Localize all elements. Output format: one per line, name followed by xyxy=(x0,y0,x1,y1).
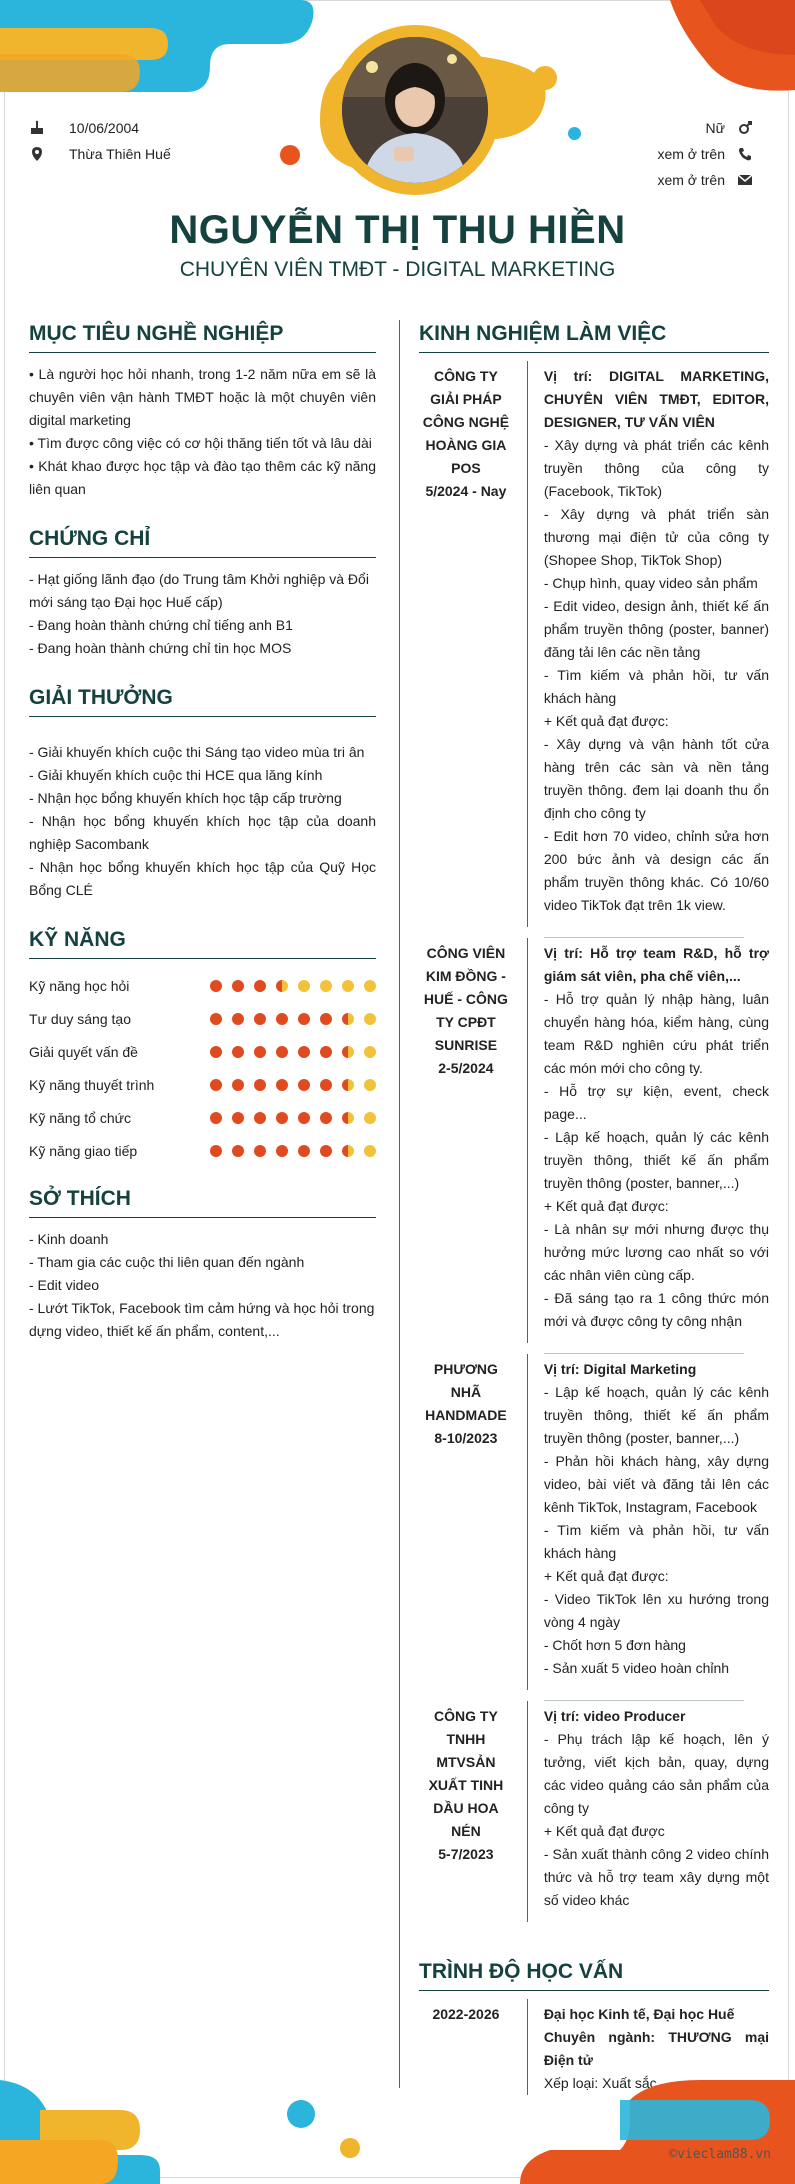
awards-list xyxy=(29,727,376,902)
job-company: CÔNG TY GIẢI PHÁP CÔNG NGHỆ HOÀNG GIA POS xyxy=(422,368,510,476)
skills-heading: KỸ NĂNG xyxy=(29,928,376,959)
rating-dot xyxy=(254,1013,266,1025)
rating-dot xyxy=(276,1112,288,1124)
hobbies-heading: SỞ THÍCH xyxy=(29,1187,376,1218)
job-period: 2-5/2024 xyxy=(438,1060,494,1076)
job-company-cell xyxy=(419,1354,513,1690)
job-duty: - Chốt hơn 5 đơn hàng xyxy=(543,1637,686,1653)
job-duty: - Lập kế hoạch, quản lý các kênh truyền thông, thiết kế ấn phẩm truyền thông (poster, banner,...) xyxy=(543,1384,769,1446)
skill-rating xyxy=(210,1112,376,1124)
rating-dot xyxy=(254,1112,266,1124)
job-duty: - Sản xuất 5 video hoàn chỉnh xyxy=(543,1660,730,1676)
skill-label: Kỹ năng giao tiếp xyxy=(29,1142,138,1159)
skill-rating xyxy=(210,1079,376,1091)
rating-dot xyxy=(210,1046,222,1058)
job-company-cell xyxy=(419,938,513,1343)
job-desc xyxy=(544,938,769,1343)
decor-dot-blue-bottom xyxy=(287,2100,315,2128)
skill-row xyxy=(29,1035,376,1068)
job-company: CÔNG VIÊN KIM ĐỒNG - HUẾ - CÔNG TY CPĐT SUNRISE xyxy=(423,945,508,1053)
job-gap xyxy=(419,1690,769,1700)
rating-dot xyxy=(276,1079,288,1091)
phone-icon xyxy=(737,146,753,162)
rating-dot xyxy=(232,1079,244,1091)
skill-label: Kỹ năng thuyết trình xyxy=(29,1076,155,1093)
rating-dot xyxy=(232,980,244,992)
rating-dot xyxy=(320,980,332,992)
job-entry xyxy=(419,361,769,927)
job-line xyxy=(527,361,528,927)
candidate-title: CHUYÊN VIÊN TMĐT - DIGITAL MARKETING xyxy=(179,258,616,281)
experience-list xyxy=(419,361,769,1932)
skill-row xyxy=(29,1101,376,1134)
skill-label: Giải quyết vấn đề xyxy=(29,1043,138,1060)
job-line xyxy=(527,938,528,1343)
rating-dot xyxy=(232,1112,244,1124)
phone-row xyxy=(657,146,753,162)
job-role: Vị trí: Digital Marketing xyxy=(543,1361,697,1377)
skill-rating xyxy=(210,1145,376,1157)
job-duty: - Lập kế hoạch, quản lý các kênh truyền thông, thiết kế ấn phẩm truyền thông (poster, banner,...) xyxy=(543,1129,769,1191)
skill-row xyxy=(29,1068,376,1101)
awards-line: - Nhận học bổng khuyến khích học tập cấp trường xyxy=(29,790,342,806)
education-period: 2022-2026 xyxy=(432,2006,500,2022)
rating-dot xyxy=(276,1046,288,1058)
job-duty: - Edit video, design ảnh, thiết kế ấn phẩm truyền thông (poster, banner) đăng tải lên các nền tảng xyxy=(543,598,769,660)
gender-text: Nữ xyxy=(705,120,725,136)
rating-dot xyxy=(210,1112,222,1124)
phone-text: xem ở trên xyxy=(657,146,725,162)
job-duty: - Phụ trách lập kế hoạch, lên ý tưởng, viết kịch bản, quay, dựng các video quảng cáo sản phẩm của công ty xyxy=(543,1731,769,1816)
job-duty: + Kết quả đạt được xyxy=(543,1823,665,1839)
job-duty: - Edit hơn 70 video, chỉnh sửa hơn 200 bức ảnh và design các ấn phẩm truyền thông khác. Có 10/60 video TikTok đạt trên 1k view. xyxy=(543,828,769,913)
avatar-portrait-icon xyxy=(342,37,488,183)
hobbies-line: - Tham gia các cuộc thi liên quan đến ngành xyxy=(29,1254,305,1270)
birthday-text: 10/06/2004 xyxy=(69,120,140,136)
awards-line: - Giải khuyến khích cuộc thi HCE qua lăng kính xyxy=(29,767,323,783)
job-gap xyxy=(419,1922,769,1932)
certificates-line: - Đang hoàn thành chứng chỉ tin học MOS xyxy=(29,640,292,656)
email-text: xem ở trên xyxy=(657,172,725,188)
skill-row xyxy=(29,1134,376,1167)
rating-dot xyxy=(364,1112,376,1124)
location-text: Thừa Thiên Huế xyxy=(69,146,171,162)
job-role: Vị trí: video Producer xyxy=(543,1708,686,1724)
job-gap xyxy=(419,1343,769,1353)
skill-rating xyxy=(210,980,376,992)
job-duty: - Chụp hình, quay video sản phẩm xyxy=(543,575,758,591)
rating-dot xyxy=(298,1079,310,1091)
job-company-cell xyxy=(419,1701,513,1922)
decor-top-left xyxy=(0,0,320,100)
rating-dot xyxy=(210,980,222,992)
rating-dot xyxy=(254,980,266,992)
education-grade: Xếp loại: Xuất sắc xyxy=(543,2075,657,2091)
objective-line: • Khát khao được học tập và đào tạo thêm các kỹ năng liên quan xyxy=(29,458,376,497)
job-duty: - Sản xuất thành công 2 video chính thức và hỗ trợ team xây dựng một số video khác xyxy=(543,1846,769,1908)
rating-dot xyxy=(342,1013,354,1025)
rating-dot xyxy=(342,980,354,992)
rating-dot xyxy=(298,1046,310,1058)
rating-dot xyxy=(232,1046,244,1058)
rating-dot xyxy=(276,1145,288,1157)
rating-dot xyxy=(320,1046,332,1058)
job-duty: + Kết quả đạt được: xyxy=(543,713,669,729)
job-company-cell xyxy=(419,361,513,927)
left-column xyxy=(29,322,376,1343)
job-gap xyxy=(419,927,769,937)
location-row xyxy=(29,146,171,162)
objective-line: • Tìm được công việc có cơ hội thăng tiến tốt và lâu dài xyxy=(29,435,372,451)
job-duty: - Là nhân sự mới nhưng được thụ hưởng mức lương cao nhất so với các nhân viên cùng cấp. xyxy=(543,1221,769,1283)
objective-list xyxy=(29,363,376,501)
rating-dot xyxy=(254,1145,266,1157)
rating-dot xyxy=(342,1046,354,1058)
job-duty: - Xây dựng và phát triển các kênh truyền thông của công ty (Facebook, TikTok) xyxy=(543,437,769,499)
job-company: CÔNG TY TNHH MTVSẢN XUẤT TINH DẦU HOA NÉN xyxy=(428,1708,504,1839)
rating-dot xyxy=(254,1079,266,1091)
cake-icon xyxy=(29,120,45,136)
decor-dot-blue xyxy=(568,127,581,140)
rating-dot xyxy=(364,1046,376,1058)
rating-dot xyxy=(254,1046,266,1058)
rating-dot xyxy=(298,1145,310,1157)
job-period: 5/2024 - Nay xyxy=(425,483,507,499)
experience-heading: KINH NGHIỆM LÀM VIỆC xyxy=(419,322,769,353)
rating-dot xyxy=(342,1079,354,1091)
awards-section xyxy=(29,686,376,902)
job-entry xyxy=(419,1354,769,1690)
job-duty: - Hỗ trợ sự kiện, event, check page... xyxy=(543,1083,769,1122)
decor-dot-red xyxy=(280,145,300,165)
job-period: 8-10/2023 xyxy=(434,1430,498,1446)
objective-line: • Là người học hỏi nhanh, trong 1-2 năm nữa em sẽ là chuyên viên vận hành TMĐT hoặc là một chuyên viên digital marketing xyxy=(29,366,376,428)
gender-icon xyxy=(737,120,753,136)
avatar-frame xyxy=(330,25,500,195)
job-duty: - Phản hồi khách hàng, xây dựng video, bài viết và đăng tải lên các kênh TikTok, Instagram, Facebook xyxy=(543,1453,769,1515)
skills-section xyxy=(29,928,376,1167)
job-duty: - Tìm kiếm và phản hồi, tư vấn khách hàng xyxy=(543,1522,769,1561)
skill-label: Kỹ năng học hỏi xyxy=(29,977,130,994)
rating-dot xyxy=(276,1013,288,1025)
rating-dot xyxy=(320,1112,332,1124)
rating-dot xyxy=(210,1145,222,1157)
job-desc xyxy=(544,1354,769,1690)
decor-bottom-right xyxy=(520,2080,795,2184)
decor-top-right xyxy=(670,0,795,95)
education-major: Chuyên ngành: THƯƠNG mại Điện tử xyxy=(543,2029,769,2068)
rating-dot xyxy=(364,1079,376,1091)
map-pin-icon xyxy=(29,146,45,162)
skill-rating xyxy=(210,1013,376,1025)
skill-row xyxy=(29,969,376,1002)
skills-list xyxy=(29,969,376,1167)
job-period: 5-7/2023 xyxy=(438,1846,494,1862)
rating-dot xyxy=(232,1145,244,1157)
rating-dot xyxy=(276,980,288,992)
skill-label: Kỹ năng tổ chức xyxy=(29,1109,131,1126)
job-role: Vị trí: DIGITAL MARKETING, CHUYÊN VIÊN TMĐT, EDITOR, DESIGNER, TƯ VẤN VIÊN xyxy=(543,368,769,430)
avatar xyxy=(342,37,488,183)
hobbies-section xyxy=(29,1187,376,1343)
rating-dot xyxy=(210,1079,222,1091)
awards-line: - Giải khuyến khích cuộc thi Sáng tạo video mùa tri ân xyxy=(29,744,365,760)
rating-dot xyxy=(320,1013,332,1025)
skill-row xyxy=(29,1002,376,1035)
job-duty: - Video TikTok lên xu hướng trong vòng 4 ngày xyxy=(543,1591,769,1630)
job-duty: + Kết quả đạt được: xyxy=(543,1568,669,1584)
mail-icon xyxy=(737,172,753,188)
job-desc xyxy=(544,361,769,927)
email-row xyxy=(657,172,753,188)
rating-dot xyxy=(342,1145,354,1157)
job-duty: - Xây dựng và vận hành tốt cửa hàng trên các sàn và nền tảng truyền thông. đem lại doanh thu ổn định cho công ty xyxy=(543,736,769,821)
job-duty: + Kết quả đạt được: xyxy=(543,1198,669,1214)
education-heading: TRÌNH ĐỘ HỌC VẤN xyxy=(419,1960,769,1991)
watermark: ©vieclam88.vn xyxy=(669,2147,771,2162)
rating-dot xyxy=(364,1145,376,1157)
objective-section xyxy=(29,322,376,501)
awards-line: - Nhận học bổng khuyến khích học tập của Quỹ Học Bổng CLÉ xyxy=(29,859,376,898)
decor-bottom-left xyxy=(0,2080,160,2184)
column-divider xyxy=(399,320,400,2088)
rating-dot xyxy=(298,980,310,992)
gender-row xyxy=(706,120,753,136)
job-duty: - Tìm kiếm và phản hồi, tư vấn khách hàng xyxy=(543,667,769,706)
certificates-line: - Hạt giống lãnh đạo (do Trung tâm Khởi nghiệp và Đổi mới sáng tạo Đại học Huế cấp) xyxy=(29,571,369,610)
awards-heading: GIẢI THƯỞNG xyxy=(29,686,376,717)
job-role: Vị trí: Hỗ trợ team R&D, hỗ trợ giám sát viên, pha chế viên,... xyxy=(543,945,769,984)
rating-dot xyxy=(320,1145,332,1157)
rating-dot xyxy=(210,1013,222,1025)
hobbies-line: - Lướt TikTok, Facebook tìm cảm hứng và học hỏi trong dựng video, thiết kế ấn phẩm, content,... xyxy=(29,1300,375,1339)
certificates-section xyxy=(29,527,376,660)
rating-dot xyxy=(364,980,376,992)
rating-dot xyxy=(364,1013,376,1025)
skill-rating xyxy=(210,1046,376,1058)
decor-dot-yellow-bottom xyxy=(340,2138,360,2158)
job-duty: - Xây dựng và phát triển sàn thương mại điện tử của công ty (Shopee Shop, TikTok Shop) xyxy=(543,506,769,568)
birthday-row xyxy=(29,120,139,136)
job-duty: - Hỗ trợ quản lý nhập hàng, luân chuyển hàng hóa, kiểm hàng, cùng team R&D nghiên cứu phát triển các món mới cho công ty. xyxy=(543,991,769,1076)
certificates-heading: CHỨNG CHỈ xyxy=(29,527,376,558)
job-line xyxy=(527,1354,528,1690)
hobbies-line: - Kinh doanh xyxy=(29,1231,109,1247)
candidate-name: NGUYỄN THỊ THU HIỀN xyxy=(169,208,626,252)
hobbies-list xyxy=(29,1228,376,1343)
job-duty: - Đã sáng tạo ra 1 công thức món mới và được công ty công nhận xyxy=(543,1290,769,1329)
hobbies-line: - Edit video xyxy=(29,1277,100,1293)
skill-label: Tư duy sáng tạo xyxy=(29,1010,131,1027)
rating-dot xyxy=(320,1079,332,1091)
education-school: Đại học Kinh tế, Đại học Huế xyxy=(543,2006,735,2022)
awards-line: - Nhận học bổng khuyến khích học tập của doanh nghiệp Sacombank xyxy=(29,813,376,852)
certificates-list xyxy=(29,568,376,660)
job-line xyxy=(527,1701,528,1922)
rating-dot xyxy=(342,1112,354,1124)
job-entry xyxy=(419,938,769,1343)
job-desc xyxy=(544,1701,769,1922)
right-column xyxy=(419,322,769,2095)
job-entry xyxy=(419,1701,769,1922)
rating-dot xyxy=(232,1013,244,1025)
rating-dot xyxy=(298,1112,310,1124)
certificates-line: - Đang hoàn thành chứng chỉ tiếng anh B1 xyxy=(29,617,293,633)
rating-dot xyxy=(298,1013,310,1025)
job-company: PHƯƠNG NHÃ HANDMADE xyxy=(425,1361,507,1423)
objective-heading: MỤC TIÊU NGHỀ NGHIỆP xyxy=(29,322,376,353)
